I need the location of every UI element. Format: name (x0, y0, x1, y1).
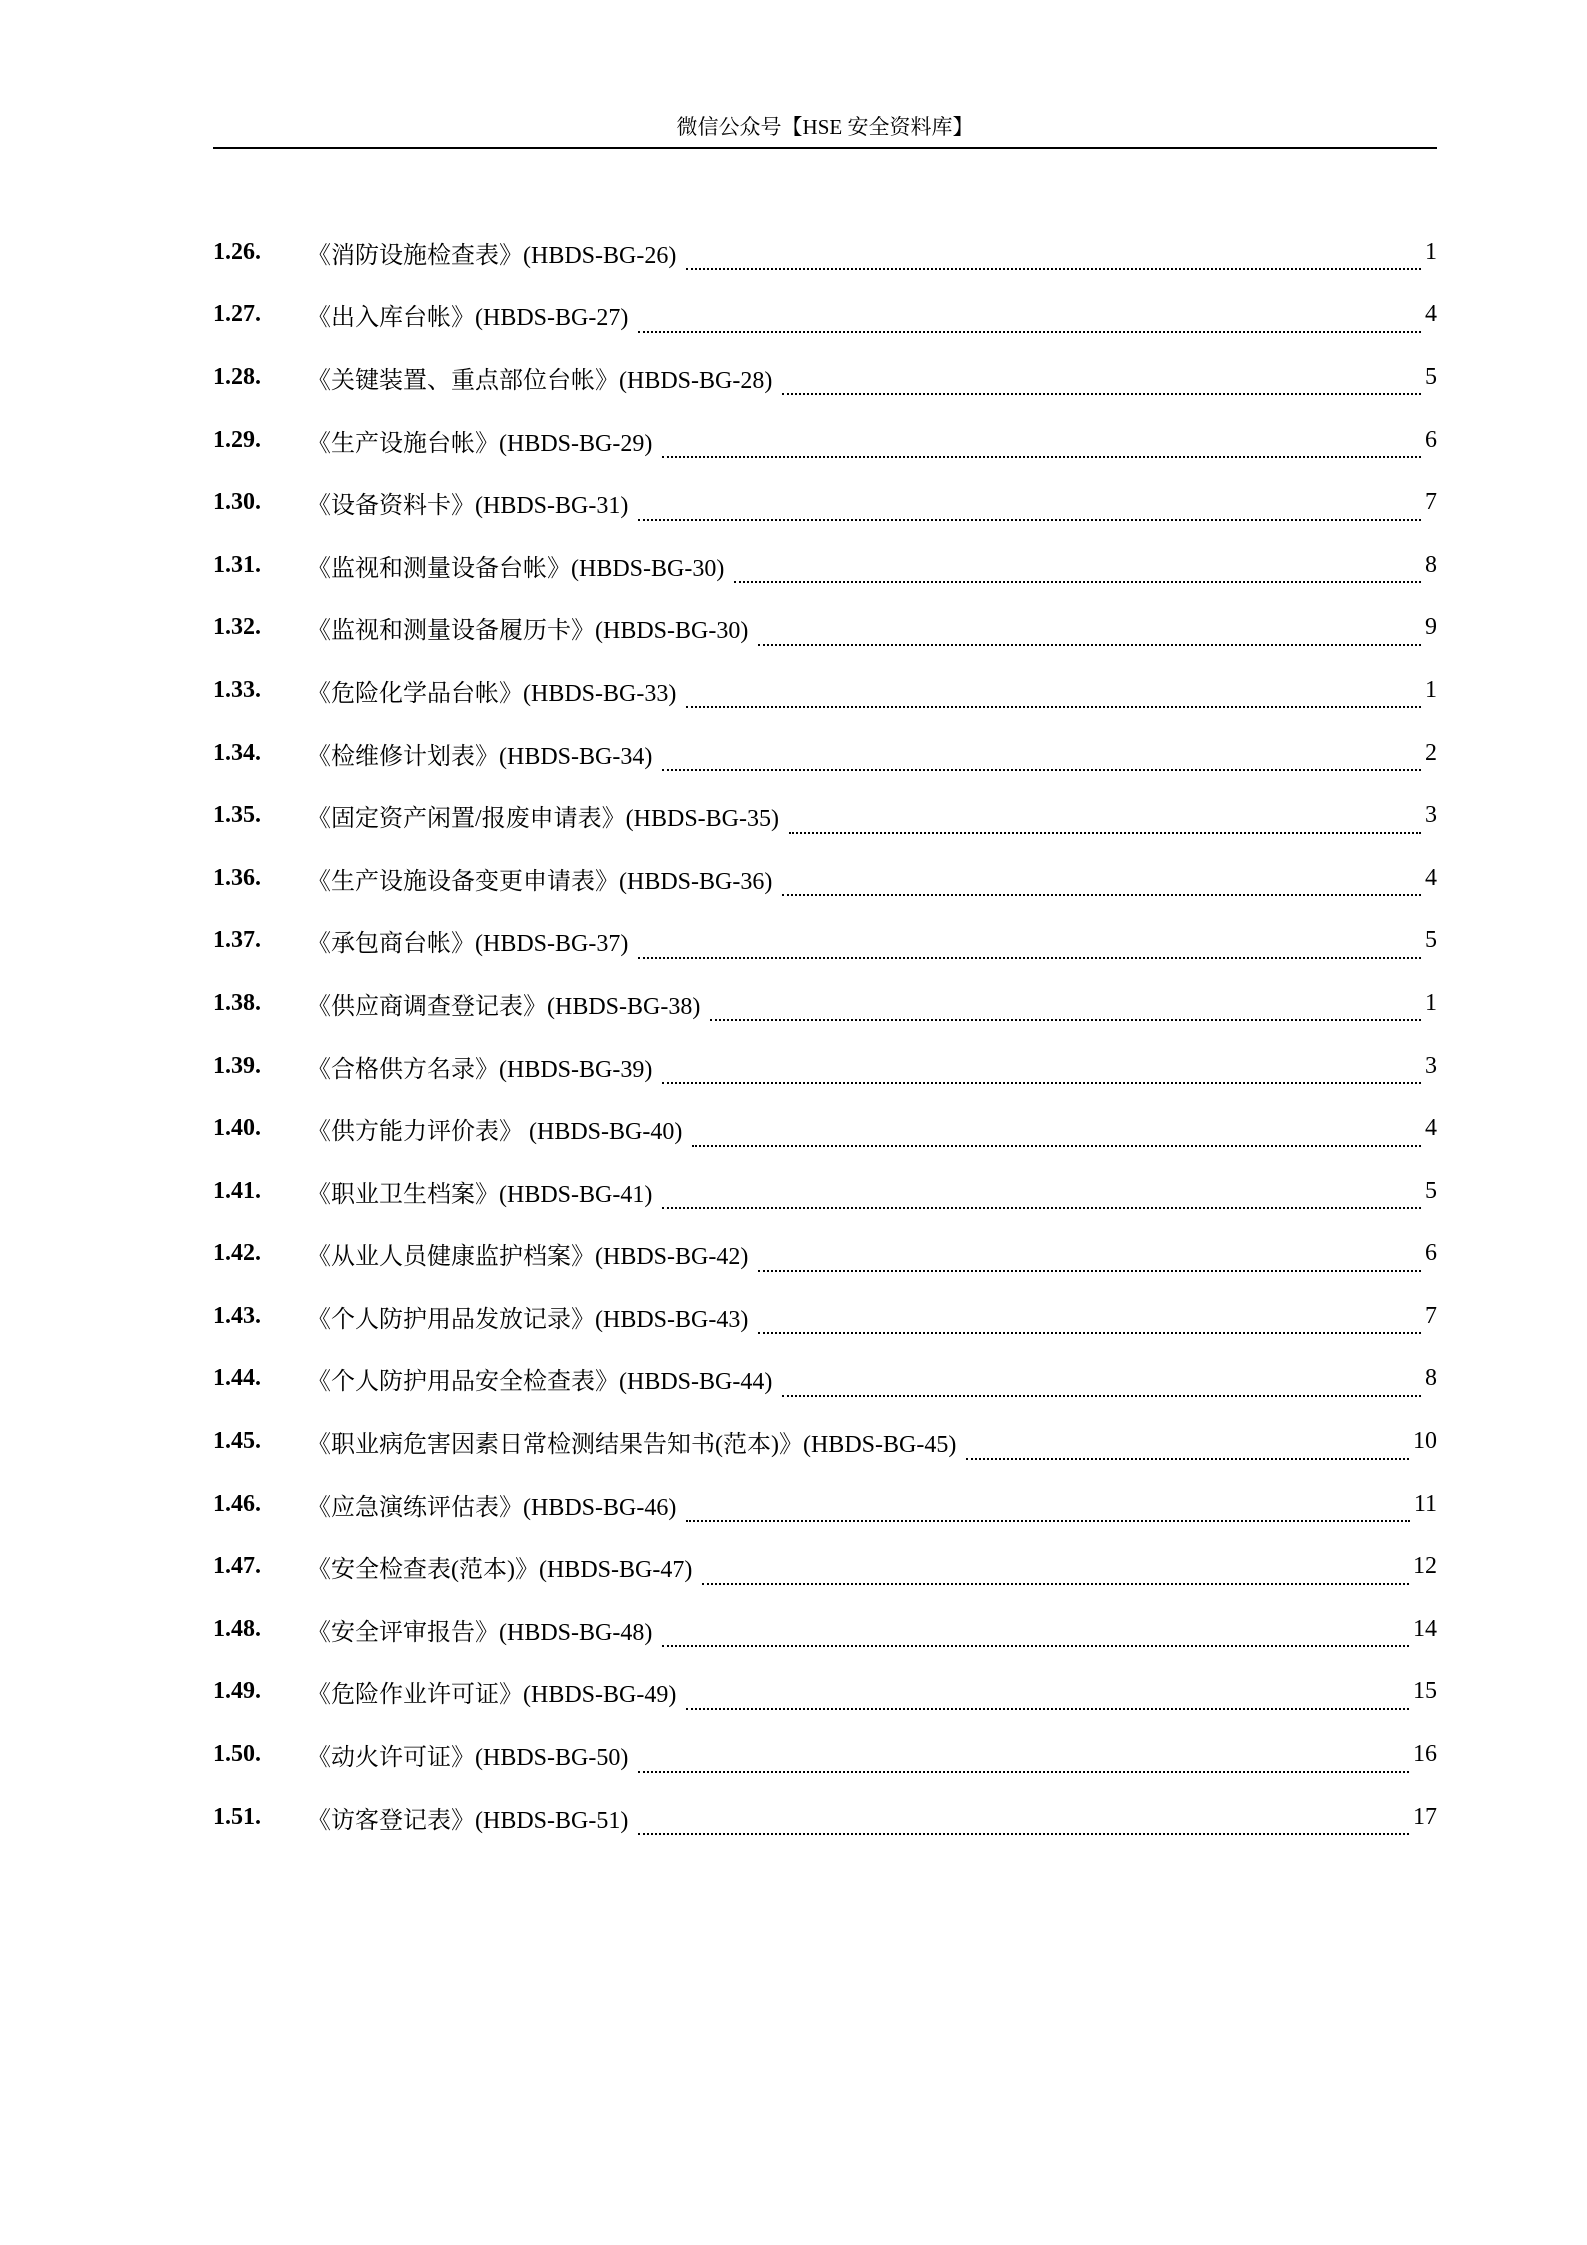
toc-entry[interactable] (213, 1035, 1437, 1098)
toc-entry-number: 1.49. (213, 1678, 261, 1705)
toc-entry-title: 《个人防护用品发放记录》(HBDS-BG-43) (307, 1306, 749, 1333)
toc-entry-number: 1.48. (213, 1615, 261, 1642)
toc-entry-title: 《职业病危害因素日常检测结果告知书(范本)》(HBDS-BG-45) (307, 1432, 957, 1459)
toc-entry-number: 1.34. (213, 739, 261, 766)
toc-dot-leader (662, 1183, 1421, 1209)
toc-entry-title: 《出入库台帐》(HBDS-BG-27) (307, 305, 629, 332)
toc-entry-number: 1.50. (213, 1741, 261, 1768)
toc-entry-title: 《供应商调查登记表》(HBDS-BG-38) (307, 993, 701, 1020)
toc-entry-number: 1.51. (213, 1803, 261, 1830)
toc-dot-leader (662, 745, 1421, 771)
toc-entry-page-number: 16 (1413, 1741, 1437, 1768)
toc-entry[interactable] (213, 284, 1437, 347)
toc-entry-page-number: 4 (1425, 864, 1437, 891)
toc-entry-page-number: 4 (1425, 301, 1437, 328)
toc-entry[interactable] (213, 534, 1437, 597)
toc-entry-page-number: 1 (1425, 238, 1437, 265)
toc-entry[interactable] (213, 972, 1437, 1035)
toc-dot-leader (758, 1308, 1421, 1334)
toc-entry-number: 1.37. (213, 927, 261, 954)
toc-entry-title: 《职业卫生档案》(HBDS-BG-41) (307, 1181, 653, 1208)
toc-entry-page-number: 7 (1425, 489, 1437, 516)
toc-entry-number: 1.27. (213, 301, 261, 328)
toc-entry-title: 《设备资料卡》(HBDS-BG-31) (307, 493, 629, 520)
toc-entry-number: 1.36. (213, 864, 261, 891)
toc-entry-page-number: 1 (1425, 989, 1437, 1016)
toc-dot-leader (638, 933, 1421, 959)
toc-entry[interactable] (213, 722, 1437, 785)
toc-dot-leader (702, 1559, 1409, 1585)
toc-entry-title: 《生产设施台帐》(HBDS-BG-29) (307, 430, 653, 457)
toc-dot-leader (638, 495, 1421, 521)
toc-entry-number: 1.30. (213, 489, 261, 516)
toc-entry-number: 1.26. (213, 238, 261, 265)
toc-dot-leader (662, 1621, 1409, 1647)
toc-entry-number: 1.45. (213, 1428, 261, 1455)
toc-entry-number: 1.33. (213, 676, 261, 703)
toc-entry-page-number: 6 (1425, 1240, 1437, 1267)
toc-entry-title: 《个人防护用品安全检查表》(HBDS-BG-44) (307, 1369, 773, 1396)
toc-dot-leader (789, 808, 1421, 834)
toc-dot-leader (662, 1058, 1421, 1084)
toc-dot-leader (734, 557, 1421, 583)
toc-entry[interactable] (213, 346, 1437, 409)
toc-entry[interactable] (213, 1723, 1437, 1786)
toc-dot-leader (692, 1121, 1421, 1147)
toc-entry-number: 1.47. (213, 1553, 261, 1580)
toc-entry-page-number: 11 (1413, 1490, 1437, 1517)
toc-entry[interactable] (213, 471, 1437, 534)
toc-entry-number: 1.35. (213, 802, 261, 829)
toc-entry-page-number: 9 (1425, 614, 1437, 641)
toc-entry[interactable] (213, 1535, 1437, 1598)
toc-entry-number: 1.42. (213, 1240, 261, 1267)
toc-entry-page-number: 1 (1425, 676, 1437, 703)
toc-entry-title: 《监视和测量设备台帐》(HBDS-BG-30) (307, 555, 725, 582)
toc-entry-title: 《关键装置、重点部位台帐》(HBDS-BG-28) (307, 367, 773, 394)
toc-entry-page-number: 6 (1425, 426, 1437, 453)
toc-entry-page-number: 14 (1413, 1615, 1437, 1642)
toc-entry-title: 《从业人员健康监护档案》(HBDS-BG-42) (307, 1244, 749, 1271)
toc-entry-page-number: 17 (1413, 1803, 1437, 1830)
toc-dot-leader (782, 369, 1421, 395)
toc-entry-title: 《访客登记表》(HBDS-BG-51) (307, 1807, 629, 1834)
toc-entry-page-number: 8 (1425, 1365, 1437, 1392)
toc-entry[interactable] (213, 847, 1437, 910)
toc-entry-number: 1.43. (213, 1302, 261, 1329)
page-header: 微信公众号【HSE 安全资料库】 (676, 115, 974, 139)
toc-entry[interactable] (213, 1786, 1437, 1849)
toc-entry-title: 《危险作业许可证》(HBDS-BG-49) (307, 1682, 677, 1709)
toc-entry-title: 《合格供方名录》(HBDS-BG-39) (307, 1056, 653, 1083)
toc-entry[interactable] (213, 1223, 1437, 1286)
toc-entry-title: 《固定资产闲置/报废申请表》(HBDS-BG-35) (307, 806, 779, 833)
toc-dot-leader (686, 1684, 1409, 1710)
toc-entry-title: 《动火许可证》(HBDS-BG-50) (307, 1745, 629, 1772)
toc-entry-page-number: 15 (1413, 1678, 1437, 1705)
toc-entry[interactable] (213, 1285, 1437, 1348)
toc-entry[interactable] (213, 409, 1437, 472)
toc-entry-title: 《消防设施检查表》(HBDS-BG-26) (307, 242, 677, 269)
toc-entry-title: 《安全评审报告》(HBDS-BG-48) (307, 1619, 653, 1646)
toc-dot-leader (686, 1496, 1410, 1522)
header-divider (213, 147, 1437, 149)
toc-entry-page-number: 5 (1425, 927, 1437, 954)
toc-dot-leader (638, 1747, 1409, 1773)
toc-entry-page-number: 7 (1425, 1302, 1437, 1329)
toc-dot-leader (662, 432, 1421, 458)
toc-dot-leader (782, 1371, 1421, 1397)
toc-dot-leader (686, 682, 1421, 708)
toc-entry[interactable] (213, 1410, 1437, 1473)
toc-dot-leader (638, 307, 1421, 333)
toc-entry-page-number: 3 (1425, 1052, 1437, 1079)
toc-entry-title: 《检维修计划表》(HBDS-BG-34) (307, 743, 653, 770)
toc-dot-leader (638, 1809, 1409, 1835)
toc-entry-title: 《承包商台帐》(HBDS-BG-37) (307, 931, 629, 958)
toc-entry[interactable] (213, 1097, 1437, 1160)
toc-entry-number: 1.41. (213, 1177, 261, 1204)
toc-entry-page-number: 3 (1425, 802, 1437, 829)
toc-entry-page-number: 4 (1425, 1115, 1437, 1142)
toc-entry[interactable] (213, 1348, 1437, 1411)
toc-entry[interactable] (213, 1473, 1437, 1536)
toc-dot-leader (710, 995, 1421, 1021)
toc-entry-page-number: 10 (1413, 1428, 1437, 1455)
toc-entry-page-number: 5 (1425, 363, 1437, 390)
toc-entry[interactable] (213, 597, 1437, 660)
toc-entry[interactable] (213, 784, 1437, 847)
toc-entry-title: 《安全检查表(范本)》(HBDS-BG-47) (307, 1557, 693, 1584)
toc-entry[interactable] (213, 1160, 1437, 1223)
toc-entry-number: 1.31. (213, 551, 261, 578)
toc-entry[interactable] (213, 1598, 1437, 1661)
toc-dot-leader (966, 1434, 1409, 1460)
toc-entry-title: 《供方能力评价表》 (HBDS-BG-40) (307, 1119, 683, 1146)
toc-entry-title: 《监视和测量设备履历卡》(HBDS-BG-30) (307, 618, 749, 645)
table-of-contents (213, 221, 1437, 1848)
toc-entry-number: 1.44. (213, 1365, 261, 1392)
toc-entry-page-number: 2 (1425, 739, 1437, 766)
toc-entry-number: 1.40. (213, 1115, 261, 1142)
toc-entry[interactable] (213, 910, 1437, 973)
toc-entry-page-number: 5 (1425, 1177, 1437, 1204)
toc-entry[interactable] (213, 659, 1437, 722)
toc-entry-number: 1.39. (213, 1052, 261, 1079)
toc-entry[interactable] (213, 1661, 1437, 1724)
toc-entry-number: 1.46. (213, 1490, 261, 1517)
toc-entry-title: 《应急演练评估表》(HBDS-BG-46) (307, 1494, 677, 1521)
toc-dot-leader (758, 620, 1421, 646)
toc-dot-leader (758, 1246, 1421, 1272)
toc-entry-number: 1.28. (213, 363, 261, 390)
toc-entry-number: 1.32. (213, 614, 261, 641)
toc-entry-title: 《生产设施设备变更申请表》(HBDS-BG-36) (307, 868, 773, 895)
toc-entry-page-number: 12 (1413, 1553, 1437, 1580)
toc-entry[interactable] (213, 221, 1437, 284)
toc-dot-leader (782, 870, 1421, 896)
toc-entry-number: 1.38. (213, 989, 261, 1016)
toc-entry-title: 《危险化学品台帐》(HBDS-BG-33) (307, 680, 677, 707)
toc-entry-number: 1.29. (213, 426, 261, 453)
toc-dot-leader (686, 244, 1421, 270)
toc-entry-page-number: 8 (1425, 551, 1437, 578)
